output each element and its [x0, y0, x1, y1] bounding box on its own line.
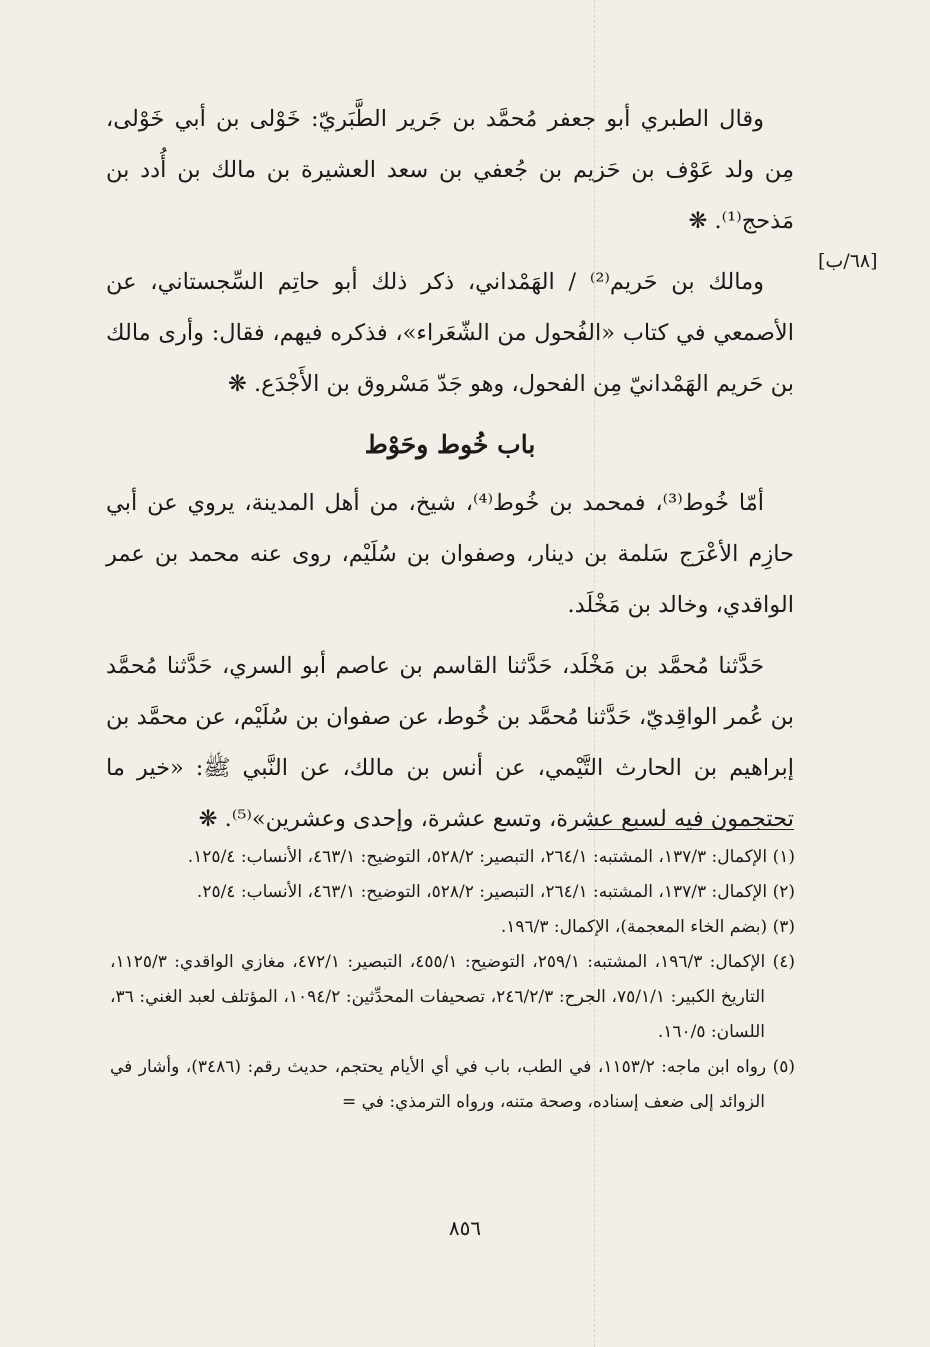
- footnote-number: (٢): [772, 882, 795, 902]
- paragraph-1: وقال الطبري أبو جعفر مُحمَّد بن جَرير الطَّبَريّ: خَوْلى بن أبي خَوْلى، مِن ولد عَوْف بن حَزيم بن جُعفي بن سعد العشيرة بن مالك بن أُدد بن مَذحج⁽¹⁾. ❋: [106, 106, 794, 234]
- footnote-text: (بضم الخاء المعجمة)، الإكمال: ١٩٦/٣.: [500, 917, 768, 937]
- footnote-4: [110, 945, 795, 1050]
- footnote-text: الإكمال: ١٣٧/٣، المشتبه: ٢٦٤/١، التبصير: ٥٢٨/٢، التوضيح: ٤٦٣/١، الأنساب: ١٢٥/٤.: [187, 847, 768, 867]
- footnote-number: (١): [772, 847, 795, 867]
- section-heading: باب خُوط وحَوْط: [364, 430, 536, 459]
- footnote-1: [110, 840, 795, 875]
- footnote-text: الإكمال: ١٣٧/٣، المشتبه: ٢٦٤/١، التبصير: ٥٢٨/٢، التوضيح: ٤٦٣/١، الأنساب: ٢٥/٤.: [196, 882, 768, 902]
- margin-folio-note: [٦٨/ب]: [818, 250, 878, 272]
- footnote-number: (٤): [772, 952, 795, 972]
- footnotes: [110, 840, 795, 1120]
- footnote-number: (٥): [772, 1057, 796, 1077]
- footnote-text: رواه ابن ماجه: ١١٥٣/٢، في الطب، باب في أي الأيام يحتجم، حديث رقم: (٣٤٨٦)، وأشار في الزوائد إلى ضعف إسناده، وصحة متنه، ورواه الترمذي: في =: [110, 1057, 767, 1112]
- main-text: [106, 94, 794, 855]
- page-number: ٨٥٦: [448, 1216, 482, 1240]
- footnote-5: [110, 1050, 795, 1120]
- footnote-number: (٣): [772, 917, 795, 937]
- paragraph-4: حَدَّثنا مُحمَّد بن مَخْلَد، حَدَّثنا القاسم بن عاصم أبو السري، حَدَّثنا مُحمَّد بن عُمر الواقِديّ، حَدَّثنا مُحمَّد بن خُوط، عن صفوان بن سُلَيْم، عن محمَّد بن إبراهيم بن الحارث التَّيْمي، عن أنس بن مالك، عن النَّبي ﷺ: «خير ما تحتجمون فيه لسبع عشرة، وتسع عشرة، وإحدى وعشرين»⁽⁵⁾. ❋: [106, 653, 794, 832]
- paragraph-3: أمّا خُوط⁽³⁾، فمحمد بن خُوط⁽⁴⁾، شيخ، من أهل المدينة، يروي عن أبي حازِم الأعْرَج سَلمة بن دينار، وصفوان بن سُلَيْم، روى عنه محمد بن عمر الواقدي، وخالد بن مَخْلَد.: [106, 490, 794, 618]
- footnote-separator: [588, 829, 794, 830]
- paragraph-2: ومالك بن حَريم⁽²⁾ / الهَمْداني، ذكر ذلك أبو حاتِم السِّجستاني، عن الأصمعي في كتاب «الفُحول من الشّعَراء»، فذكره فيهم، فقال: وأرى مالك بن حَريم الهَمْدانيّ مِن الفحول، وهو جَدّ مَسْروق بن الأَجْدَع. ❋: [106, 269, 794, 397]
- footnote-text: الإكمال: ١٩٦/٣، المشتبه: ٢٥٩/١، التوضيح: ٤٥٥/١، التبصير: ٤٧٢/١، مغازي الواقدي: ١١٢٥/٣، التاريخ الكبير: ٧٥/١/١، الجرح: ٢٤٦/٢/٣، تصحيفات المحدِّثين: ١٠٩٤/٢، المؤتلف لعبد الغني: ٣٦، اللسان: ١٦٠/٥.: [110, 952, 766, 1042]
- footnote-3: [110, 910, 795, 945]
- footnote-2: [110, 875, 795, 910]
